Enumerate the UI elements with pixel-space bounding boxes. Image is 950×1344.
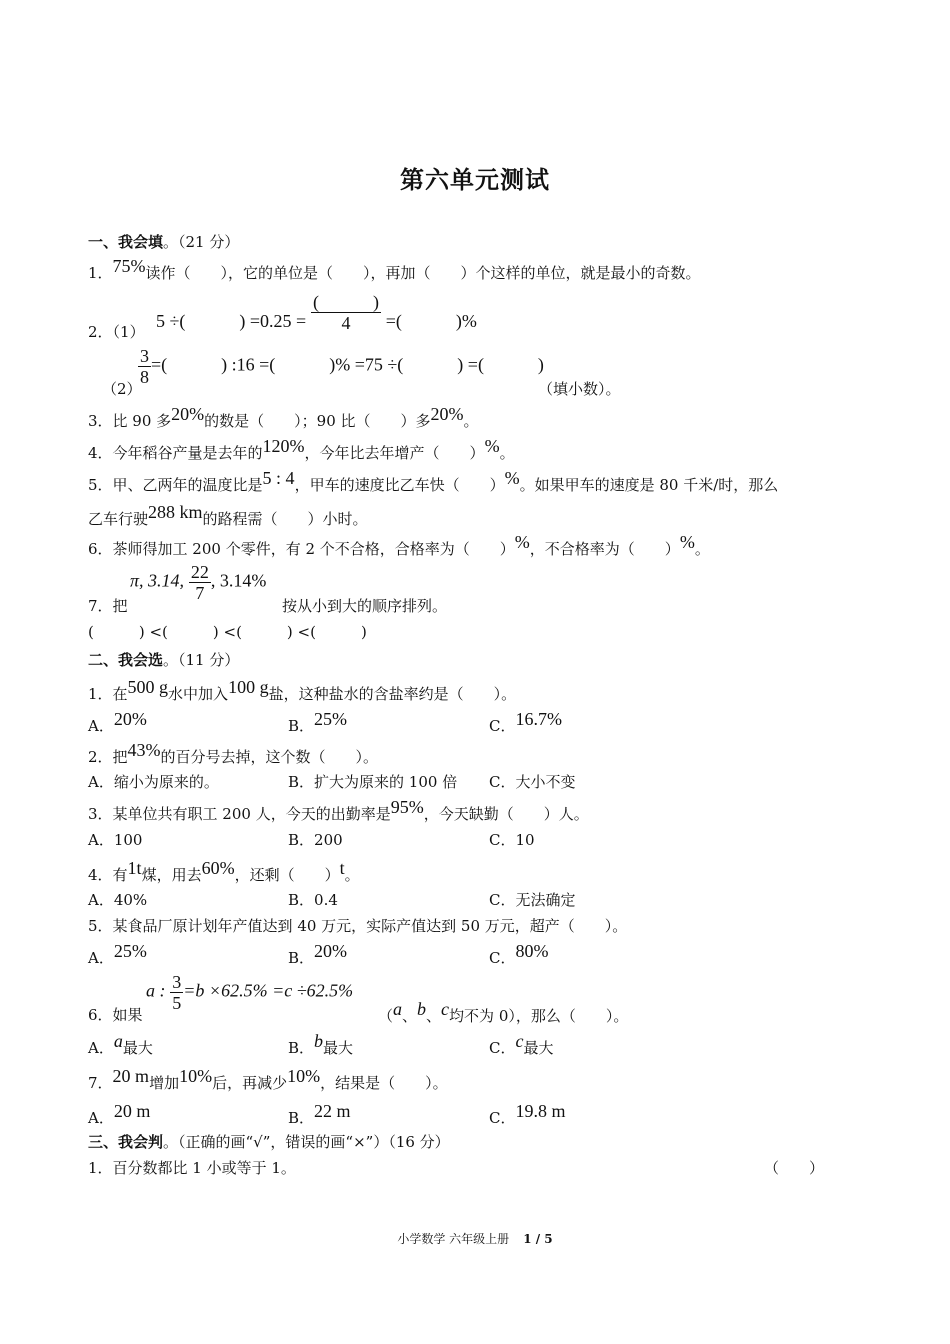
math-expr: a : <box>146 980 166 1001</box>
q-text: ，结果是（ ）。 <box>320 1074 448 1092</box>
option-value: 25% <box>314 709 348 729</box>
q-text: 7． <box>88 1074 113 1092</box>
option-a[interactable]: A．100 <box>88 831 143 849</box>
choice-5: 5．某食品厂原计划年产值达到 40 万元，实际产值达到 50 万元，超产（ ）。 <box>88 917 628 935</box>
question-1-6 <box>88 532 710 559</box>
fraction <box>138 346 151 387</box>
question-1-5-cont <box>88 502 368 529</box>
section-3-label: 三、我会判 <box>88 1133 164 1151</box>
choice-3 <box>88 797 589 824</box>
denominator: 8 <box>140 367 149 387</box>
question-1-7 <box>88 562 588 618</box>
math-expr: π, 3.14, <box>130 570 185 591</box>
option-letter: B． <box>288 1109 315 1127</box>
q-text: ，不合格率为（ ） <box>529 540 680 558</box>
option-c[interactable] <box>489 1101 566 1128</box>
option-value: 20% <box>113 709 147 729</box>
numerator: ( ) <box>312 292 379 312</box>
option-letter: B． <box>288 1039 315 1057</box>
option-b[interactable]: B．扩大为原来的 100 倍 <box>288 773 458 791</box>
option-b[interactable] <box>288 1031 354 1058</box>
option-letter: A． <box>88 1039 114 1057</box>
option-c[interactable]: C．10 <box>489 831 535 849</box>
q-text: 5．甲、乙两年的温度比是 <box>88 476 263 494</box>
q-text: 均不为 0），那么（ ）。 <box>449 1007 629 1025</box>
q-text: 6．茶师得加工 200 个零件，有 2 个不合格，合格率为（ ） <box>88 540 515 558</box>
q-tail: （填小数）。 <box>538 380 621 398</box>
option-letter: A． <box>88 949 114 967</box>
option-b[interactable] <box>288 1101 351 1128</box>
fraction <box>311 292 381 333</box>
q-text: 3．比 90 多 <box>88 412 172 430</box>
q-text: 按从小到大的顺序排列。 <box>282 597 448 615</box>
question-1-4 <box>88 436 515 463</box>
option-c[interactable] <box>489 941 549 968</box>
math-expr: 75% <box>112 256 146 276</box>
question-1-2-part1 <box>88 292 477 341</box>
option-text: 最大 <box>323 1039 354 1057</box>
question-1-2-part2 <box>88 346 868 396</box>
math-expr: 100 g <box>228 677 269 697</box>
option-value: c <box>515 1031 524 1051</box>
option-c[interactable]: C．大小不变 <box>489 773 576 791</box>
math-expr: 10% <box>287 1066 321 1086</box>
q-text: 的路程需（ ）小时。 <box>202 510 368 528</box>
option-b[interactable]: B．200 <box>288 831 343 849</box>
math-expr: 500 g <box>127 677 169 697</box>
condition-text <box>378 999 629 1026</box>
section-2-heading <box>88 650 239 670</box>
var-a: a <box>393 999 403 1019</box>
math-expr: % <box>484 436 500 456</box>
q-text: 的数是（ ）；90 比（ ）多 <box>204 412 431 430</box>
option-letter: C． <box>489 1109 516 1127</box>
option-letter: A． <box>88 1109 114 1127</box>
math-expr: 60% <box>201 858 235 878</box>
q-text: 、 <box>402 1007 418 1025</box>
q-text: 3．某单位共有职工 200 人，今天的出勤率是 <box>88 805 391 823</box>
option-c[interactable] <box>489 709 562 736</box>
denominator: 4 <box>341 313 351 333</box>
q-number: （2） <box>102 380 142 398</box>
q-text: ，还剩（ ） <box>234 866 340 884</box>
math-expr: =( )% <box>385 310 477 331</box>
fraction <box>189 562 211 603</box>
q-text: 水中加入 <box>168 685 229 703</box>
section-3-points: 。（正确的画“√”，错误的画“×”）（16 分） <box>163 1133 450 1151</box>
math-expr: % <box>514 532 530 552</box>
q-text: 、 <box>426 1007 442 1025</box>
question-1-3 <box>88 404 479 431</box>
q-text: 。如果甲车的速度是 80 千米/时，那么 <box>519 476 779 494</box>
section-2-label: 二、我会选 <box>88 651 164 669</box>
math-expr: 1t <box>127 858 142 878</box>
q-text: 的百分号去掉，这个数（ ）。 <box>160 748 379 766</box>
judge-1: 1．百分数都比 1 小或等于 1。 <box>88 1159 296 1177</box>
option-a[interactable]: A．40% <box>88 891 148 909</box>
choice-1 <box>88 677 517 704</box>
option-value: 16.7% <box>515 709 562 729</box>
math-expr: 20% <box>171 404 205 424</box>
q-number: 1． <box>88 264 113 282</box>
option-text: 最大 <box>523 1039 554 1057</box>
option-text: 最大 <box>122 1039 153 1057</box>
option-a[interactable] <box>88 941 147 968</box>
q-text: 4．有 <box>88 866 128 884</box>
choice-7 <box>88 1066 448 1093</box>
q-text: 6．如果 <box>88 1006 143 1024</box>
page-footer <box>0 1230 950 1247</box>
q-text: 盐，这种盐水的含盐率约是（ ）。 <box>268 685 517 703</box>
choice-4 <box>88 858 360 885</box>
fraction <box>170 972 183 1013</box>
option-a[interactable]: A．缩小为原来的。 <box>88 773 219 791</box>
option-c[interactable] <box>489 1031 554 1058</box>
denominator: 7 <box>195 583 205 603</box>
q-text: ，今年比去年增产（ ） <box>304 444 485 462</box>
option-letter: C． <box>489 717 516 735</box>
section-1-points: 。（21 分） <box>163 233 240 251</box>
option-b[interactable]: B．0.4 <box>288 891 338 909</box>
q-text: 。 <box>694 540 710 558</box>
choice-6 <box>88 972 868 1028</box>
option-value: a <box>113 1031 123 1051</box>
q-text: 增加 <box>149 1074 180 1092</box>
math-expr: 288 km <box>148 502 203 522</box>
math-expr: 20% <box>430 404 464 424</box>
option-value: 20 m <box>113 1101 151 1121</box>
q-text: 。 <box>344 866 360 884</box>
q-text: （ <box>378 1007 394 1025</box>
option-a[interactable] <box>88 1101 151 1128</box>
option-a[interactable] <box>88 1031 153 1058</box>
page-number: 1 / 5 <box>523 1232 553 1246</box>
math-expr: =( ) :16 =( )% =75 ÷( ) =( ) <box>151 354 544 375</box>
math-expr: % <box>504 468 520 488</box>
section-1-heading <box>88 232 239 252</box>
math-expr: 95% <box>390 797 424 817</box>
option-value: 19.8 m <box>515 1101 566 1121</box>
equation-6 <box>146 972 353 1013</box>
option-b[interactable] <box>288 941 348 968</box>
option-b[interactable] <box>288 709 348 736</box>
option-letter: C． <box>489 949 516 967</box>
question-1-7-answer: ( ) <( ) <( ) <( ) <box>88 623 367 641</box>
numerator: 3 <box>172 972 182 992</box>
equation-2-1 <box>156 292 477 333</box>
q-text: ，今天缺勤（ ）人。 <box>423 805 589 823</box>
section-3-heading <box>88 1132 450 1152</box>
math-expr: t <box>339 858 345 878</box>
numerator: 3 <box>140 346 149 366</box>
math-expr: =b ×62.5% =c ÷62.5% <box>183 980 354 1001</box>
math-expr: % <box>679 532 695 552</box>
q-text: 。 <box>463 412 479 430</box>
choice-2 <box>88 740 379 767</box>
q-text: 。 <box>499 444 515 462</box>
section-1-label: 一、我会填 <box>88 233 164 251</box>
number-list <box>130 562 266 603</box>
option-value: b <box>314 1031 324 1051</box>
option-value: 80% <box>515 941 549 961</box>
q-text: 乙车行驶 <box>88 510 149 528</box>
option-value: 22 m <box>314 1101 351 1121</box>
footer-text: 小学数学 六年级上册 <box>397 1232 510 1246</box>
math-expr: 10% <box>179 1066 213 1086</box>
numerator: 22 <box>190 562 209 582</box>
math-expr: 5 ÷( ) =0.25 = <box>156 310 307 331</box>
var-b: b <box>417 999 427 1019</box>
question-1-5 <box>88 468 779 495</box>
option-letter: A． <box>88 717 114 735</box>
q-text: 1．在 <box>88 685 128 703</box>
option-letter: B． <box>288 717 315 735</box>
option-value: 20% <box>314 941 348 961</box>
math-expr: , 3.14% <box>210 570 267 591</box>
q-text: 2．把 <box>88 748 128 766</box>
q-text: 4．今年稻谷产量是去年的 <box>88 444 263 462</box>
option-value: 25% <box>113 941 147 961</box>
option-letter: C． <box>489 1039 516 1057</box>
var-c: c <box>441 999 450 1019</box>
answer-blank[interactable]: （ ） <box>764 1159 825 1177</box>
page-title: 第六单元测试 <box>400 165 550 194</box>
section-2-points: 。（11 分） <box>163 651 240 669</box>
q-text: 煤，用去 <box>141 866 202 884</box>
option-c[interactable]: C．无法确定 <box>489 891 576 909</box>
math-expr: 5 : 4 <box>262 468 295 488</box>
q-text: 后，再减少 <box>212 1074 288 1092</box>
q-text: 7．把 <box>88 597 128 615</box>
q-number: 2．（1） <box>88 323 145 341</box>
math-expr: 20 m <box>112 1066 150 1086</box>
q-text: ，甲车的速度比乙车快（ ） <box>294 476 505 494</box>
math-expr: 120% <box>262 436 305 456</box>
option-a[interactable] <box>88 709 147 736</box>
equation-2-2 <box>138 346 544 387</box>
math-expr: 43% <box>127 740 161 760</box>
question-1-1 <box>88 256 701 283</box>
option-letter: B． <box>288 949 315 967</box>
q-text: 读作（ ），它的单位是（ ），再加（ ）个这样的单位，就是最小的奇数。 <box>145 264 701 282</box>
denominator: 5 <box>172 993 182 1013</box>
